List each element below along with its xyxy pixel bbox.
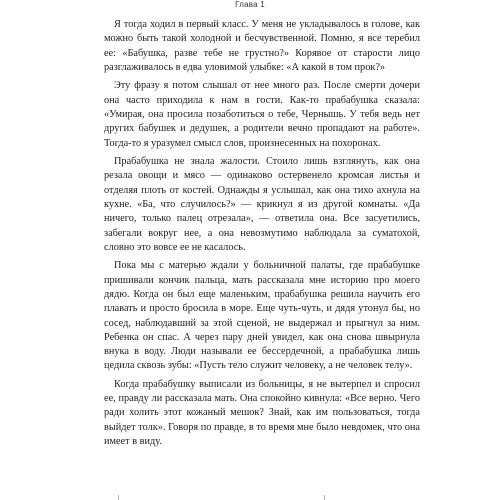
crop-mark [324,495,325,500]
paragraph: Я тогда ходил в первый класс. У меня не укладывалось в голове, как можно быть такой холодной и бесчувственной. Помню, я все теребил ее: «Бабушка, разве тебе не грустно?» Корявое от старости лицо разглаживалось в едва уловимой улыбке: «А какой в том прок?» [104,19,420,73]
running-head: Глава 1 [235,0,265,9]
paragraph: Когда прабабушку выписали из больницы, я не вытерпел и спросил ее, правду ли рассказала мать. Она спокойно кивнула: «Все верно. Чего ради холить этот кожаный мешок? Знай, как им пользоваться, тогда выйдет толк». Говоря по правде, в то время мне было невдомек, что она имеет в виду. [104,378,420,448]
paragraph: Эту фразу я потом слышал от нее много раз. После смерти дочери она часто приходила к нам в гости. Как-то прабабушка сказала: «Умирая, она просила позаботиться о тебе, Чернышь. У тебя ведь нет других бабушек и дедушек, а родители вечно пропадают на работе». Тогда-то я уразумел смысл слов, произнесенных на похоронах. [104,80,420,149]
paragraph: Прабабушка не знала жалости. Стоило лишь взглянуть, как она резала овощи и мясо — одинаково остервенело кромсая листья и отделяя плоть от костей. Однажды я услышал, как она тихо ахнула на кухне. «Ба, что случилось?» — крикнул я из другой комнаты. «Да ничего, только палец отрезала», — ответила она. Все засуетились, забегали вокруг нее, а она невозмутимо наблюдала за суматохой, словно это вовсе ее не касалось. [104,156,420,253]
body-text [104,18,420,454]
paragraph: Пока мы с матерью ждали у больничной палаты, где прабабушке пришивали кончик пальца, мать рассказала мне историю про моего дядю. Когда он был еще маленьким, прабабушка решила научить его плавать и просто бросила в море. Еще чуть-чуть, и дядя утонул бы, но сосед, наблюдавший за этой сценой, не выдержал и прыгнул за ним. Ребенка он спас. А через пару дней увидел, как она снова швырнула внука в воду. Люди называли ее бессердечной, а прабабушка лишь цедила сквозь зубы: «Пусть тело служит человеку, а не человек телу». [104,260,420,372]
crop-mark [118,495,119,500]
